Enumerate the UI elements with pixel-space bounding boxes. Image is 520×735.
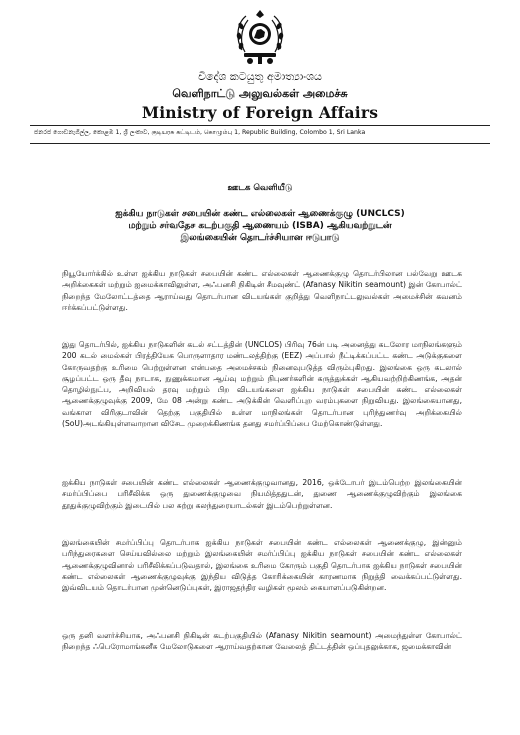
press-release-label: ஊடக வெளியீடு <box>227 183 293 193</box>
title-line-3: இலங்கையின் தொடர்ச்சியான ஈடுபாடு <box>180 233 340 243</box>
body-paragraph-2: இது தொடர்பில், ஐக்கிய நாடுகளின் கடல் சட்டத்தின் (UNCLOS) பிரிவு 76ன் படி அனைத்து கடலோர மாநிலங்களும் 200 கடல் மைல்கள் பிரத்தியேக பொருளாதார மண்டலத்திற்கு (EEZ) அப்பால் நீட்டிக்கப்பட்ட கண்ட அடுக்குகளை கோருவதற்கு உரிமை பெற்றுள்ளன என்பதை அமைச்சகம் நினைவுபடுத்த விரும்புகிறது. இலங்கை ஒரு கடலால் சூழப்பட்ட ஒரு தீவு நாடாக, நுணுக்கமான ஆய்வு மற்றும் நிபுணர்களின் கருத்துக்கள் ஆகியவற்றிற்கிணங்க, அதன் தொழில்நுட்ப, அறிவியல் தரவு மற்றும் பிற விடயங்களை ஐக்கிய நாடுகள் சபையின் கண்ட எல்லைகள் ஆணைக்குழுவுக்கு 2009, மே 08 அன்று கண்ட அடுக்கின் வெளிப்புற வரம்புகளை நிறுவியது. இலங்கையானது, வங்காள விரிகுடாவின் தெற்கு பகுதியில் உள்ள மாநிலங்கள் தொடர்பான புரிந்துணர்வு அறிக்கையில் (SoU)அடங்கியுள்ளவாறான விசேட முறைக்கிணங்க தனது சமர்ப்பிப்பை மேற்கொண்டுள்ளது. <box>62 340 462 429</box>
title-line-1: ஐக்கிய நாடுகள் சபையின் கண்ட எல்லைகள் ஆணைக்குழு (UNCLCS) <box>115 209 405 219</box>
body-paragraph-5: ஒரு தனி வளர்ச்சியாக, அஃபனசி நிகிடின் கடற்பகுதியில் (Afanasy Nikitin seamount) அமைந்துள்ள கோபால்ட் நிறைந்த ஃபெரோமாங்கனீசு மேலோடுகளை ஆராய்வதற்கான வேலைத் திட்டத்தின் ஒப்புதலுக்காக, ஜமைக்காவின் <box>62 631 462 652</box>
ministry-name-tamil: வெளிநாட்டு அலுவல்கள் அமைச்சு <box>172 87 348 100</box>
ministry-name-english: Ministry of Foreign Affairs <box>141 103 379 122</box>
body-paragraph-3: ஐக்கிய நாடுகள் சபையின் கண்ட எல்லைகள் ஆணைக்குழுவானது, 2016, ஒக்டோபர் இடம்பெற்ற இலங்கையின் சமர்ப்பிப்பை பரிசீலிக்க ஒரு துணைக்குழுவை நியமித்ததுடன், துணை ஆணைக்குழுவிற்கும் இலங்கை தூதுக்குழுவிற்கும் இடையில் பல சுற்று கலந்துரையாடல்கள் இடம்பெற்றுள்ளன. <box>62 478 462 510</box>
header-top-rule <box>30 125 490 126</box>
ministry-name-sinhala: විදේශ කටයුතු අමාත්‍යාංශය <box>198 70 322 83</box>
body-paragraph-1: நியூயோர்க்கில் உள்ள ஐக்கிய நாடுகள் சபையின் கண்ட எல்லைகள் ஆணைக்குழு தொடர்பிலான பல்வேறு ஊடக அறிக்கைகள் மற்றும் ஐமைக்காவிலுள்ள, அஃபனசி நிகிடின் சீமவுண்ட் (Afanasy Nikitin seamount) இன் கோபால்ட் நிறைந்த மேலோட்டத்தை ஆராய்வது தொடர்பான விடயங்கள் குறித்து வெளிநாட்டலுவல்கள் அமைச்சின் கவனம் ஈர்க்கப்பட்டுள்ளது. <box>62 269 462 312</box>
title-line-2: மற்றும் சர்வதேச கடற்பகுதி ஆணையம் (ISBA) ஆகியவற்றுடன் <box>128 221 392 231</box>
body-paragraph-4: இலங்கையின் சமர்ப்பிப்பு தொடர்பாக ஐக்கிய நாடுகள் சபையின் கண்ட எல்லைகள் ஆணைக்குழு, இன்னும் பரிந்துரைகளை செய்யவில்லை மற்றும் இலங்கையின் சமர்ப்பிப்பு ஐக்கிய நாடுகள் சபையின் கண்ட எல்லைகள் ஆணைக்குழுவினால் பரிசீலிக்கப்படுவதால், இலங்கை உரிமை கோரும் பகுதி தொடர்பாக ஐக்கிய நாடுகள் சபையின் கண்ட எல்லைகள் ஆணைக்குழுவுக்கு இந்திய விடுத்த கோரிக்கையின் காரணமாக நிறுத்தி வைக்கப்பட்டுள்ளது. இவ்விடயம் தொடர்பான முன்னெடுப்புகள், இராஜதந்திர வழிகள் மூலம் கையாளப்படுகின்றன. <box>62 538 462 593</box>
sri-lanka-emblem-icon <box>232 6 288 66</box>
ministry-address: ජනරජ ගොඩනැගිල්ල, කොළඹ 1, ශ්‍රී ලංකාව, குடியரசு கட்டிடம், கொழும்பு 1, Republic Building, Colombo 1, Sri Lanka <box>34 129 366 136</box>
header-bottom-rule <box>30 143 490 144</box>
